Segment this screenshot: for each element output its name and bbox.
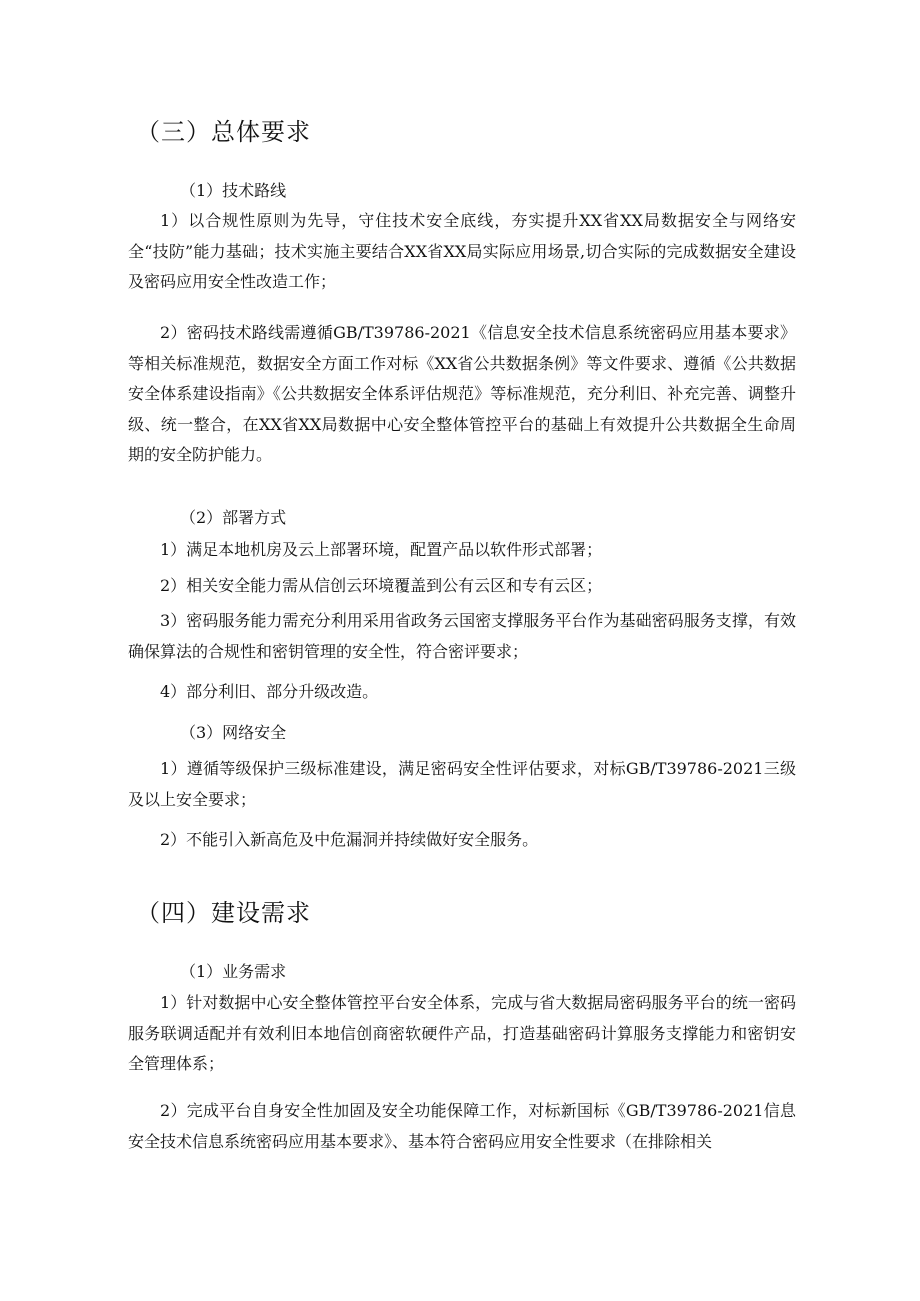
business-item-2: 2）完成平台自身安全性加固及安全功能保障工作，对标新国标《GB/T39786-2021信息安全技术信息系统密码应用基本要求》、基本符合密码应用安全性要求（在排除相关 (128, 1101, 796, 1151)
network-security-heading: （3）网络安全 (180, 723, 287, 742)
tech-route-item-2: 2）密码技术路线需遵循GB/T39786-2021《信息安全技术信息系统密码应用基本要求》等相关标准规范，数据安全方面工作对标《XX省公共数据条例》等文件要求、遵循《公共数据安全体系建设指南》《公共数据安全体系评估规范》等标准规范，充分利旧、补充完善、调整升级、统一整合，在XX省XX局数据中心安全整体管控平台的基础上有效提升公共数据全生命周期的安全防护能力。 (128, 323, 796, 464)
deployment-heading: （2）部署方式 (180, 508, 287, 527)
tech-route-item-1: 1）以合规性原则为先导，守住技术安全底线，夯实提升XX省XX局数据安全与网络安全“技防”能力基础；技术实施主要结合XX省XX局实际应用场景,切合实际的完成数据安全建设及密码应用安全性改造工作； (128, 211, 796, 291)
network-security-item-2: 2）不能引入新高危及中危漏洞并持续做好安全服务。 (160, 830, 539, 849)
business-heading: （1）业务需求 (180, 962, 287, 981)
deployment-item-2: 2）相关安全能力需从信创云环境覆盖到公有云区和专有云区； (160, 576, 603, 595)
tech-route-heading: （1）技术路线 (180, 181, 287, 200)
network-security-item-1: 1）遵循等级保护三级标准建设，满足密码安全性评估要求，对标GB/T39786-2021三级及以上安全要求； (128, 759, 796, 809)
deployment-item-4: 4）部分利旧、部分升级改造。 (160, 682, 379, 701)
business-item-1: 1）针对数据中心安全整体管控平台安全体系，完成与省大数据局密码服务平台的统一密码服务联调适配并有效利旧本地信创商密软硬件产品，打造基础密码计算服务支撑能力和密钥安全管理体系； (128, 993, 796, 1073)
section-3-title: （三）总体要求 (136, 118, 311, 146)
deployment-item-3: 3）密码服务能力需充分利用采用省政务云国密支撑服务平台作为基础密码服务支撑，有效确保算法的合规性和密钥管理的安全性，符合密评要求； (128, 611, 796, 661)
section-4-title: （四）建设需求 (136, 899, 311, 927)
deployment-item-1: 1）满足本地机房及云上部署环境，配置产品以软件形式部署； (160, 540, 603, 559)
